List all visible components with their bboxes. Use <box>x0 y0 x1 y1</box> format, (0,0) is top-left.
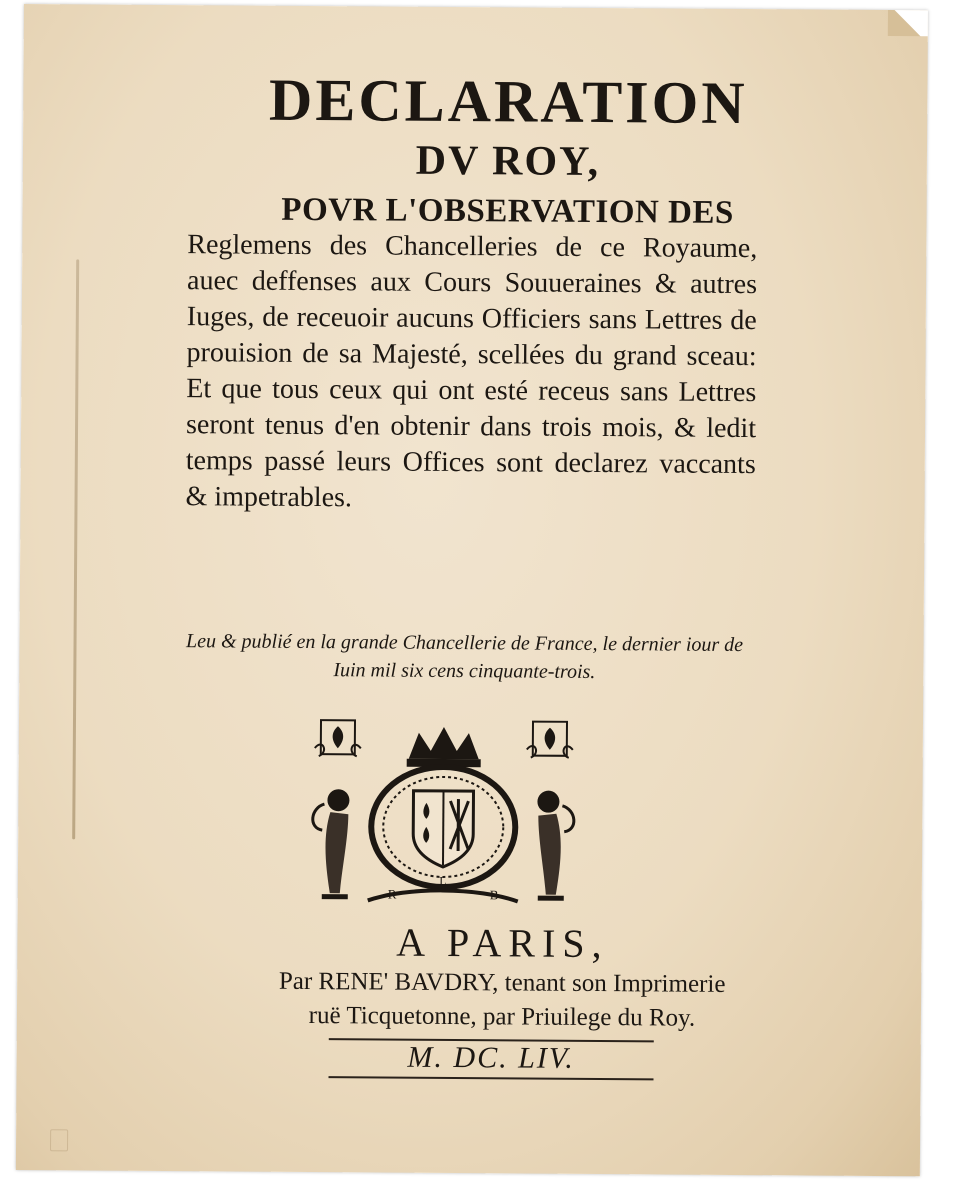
imprint-printer: Par RENE' BAVDRY, tenant son Imprimerie <box>278 967 726 998</box>
divider-bottom <box>329 1076 654 1080</box>
imprint-city: A PARIS, <box>396 919 609 967</box>
coat-of-arms-icon <box>413 791 474 867</box>
title-line-2: DV ROY, <box>415 137 601 186</box>
ornament-right-icon <box>527 722 573 758</box>
crown-icon <box>407 727 481 768</box>
title-line-1: DECLARATION <box>268 66 748 137</box>
device-letter-center: L <box>439 873 447 888</box>
page-corner-fold <box>888 10 928 36</box>
binding-stitch <box>72 259 79 839</box>
document-page <box>16 4 928 1176</box>
printers-device-image <box>308 718 579 910</box>
ornament-left-icon <box>315 720 361 756</box>
declaration-body: Reglemens des Chancelleries de ce Royaume, auec deffenses aux Cours Souueraines & autres Iuges, de receuoir aucuns Officiers sans Lettres de prouision de sa Majesté, scellées du grand sceau: Et que tous ceux qui ont esté receus sans Lettres seront tenus d'en obtenir dans trois mois, & ledit temps passé leurs Offices sont declarez vaccants & impetrables. <box>185 229 758 514</box>
imprint-date: M. DC. LIV. <box>407 1040 575 1075</box>
title-line-3: POVR L'OBSERVATION DES <box>281 191 734 231</box>
device-initial-left: R <box>387 886 397 902</box>
publication-note: Leu & publié en la grande Chancellerie de France, le dernier iour de Iuin mil six cens cinquante-trois. <box>185 630 744 684</box>
device-initial-right: B <box>489 887 499 903</box>
cherub-right-icon <box>537 791 574 901</box>
page-mark <box>50 1129 68 1151</box>
imprint-address: ruë Ticquetonne, par Priuilege du Roy. <box>308 1002 696 1032</box>
cherub-left-icon <box>312 789 349 899</box>
